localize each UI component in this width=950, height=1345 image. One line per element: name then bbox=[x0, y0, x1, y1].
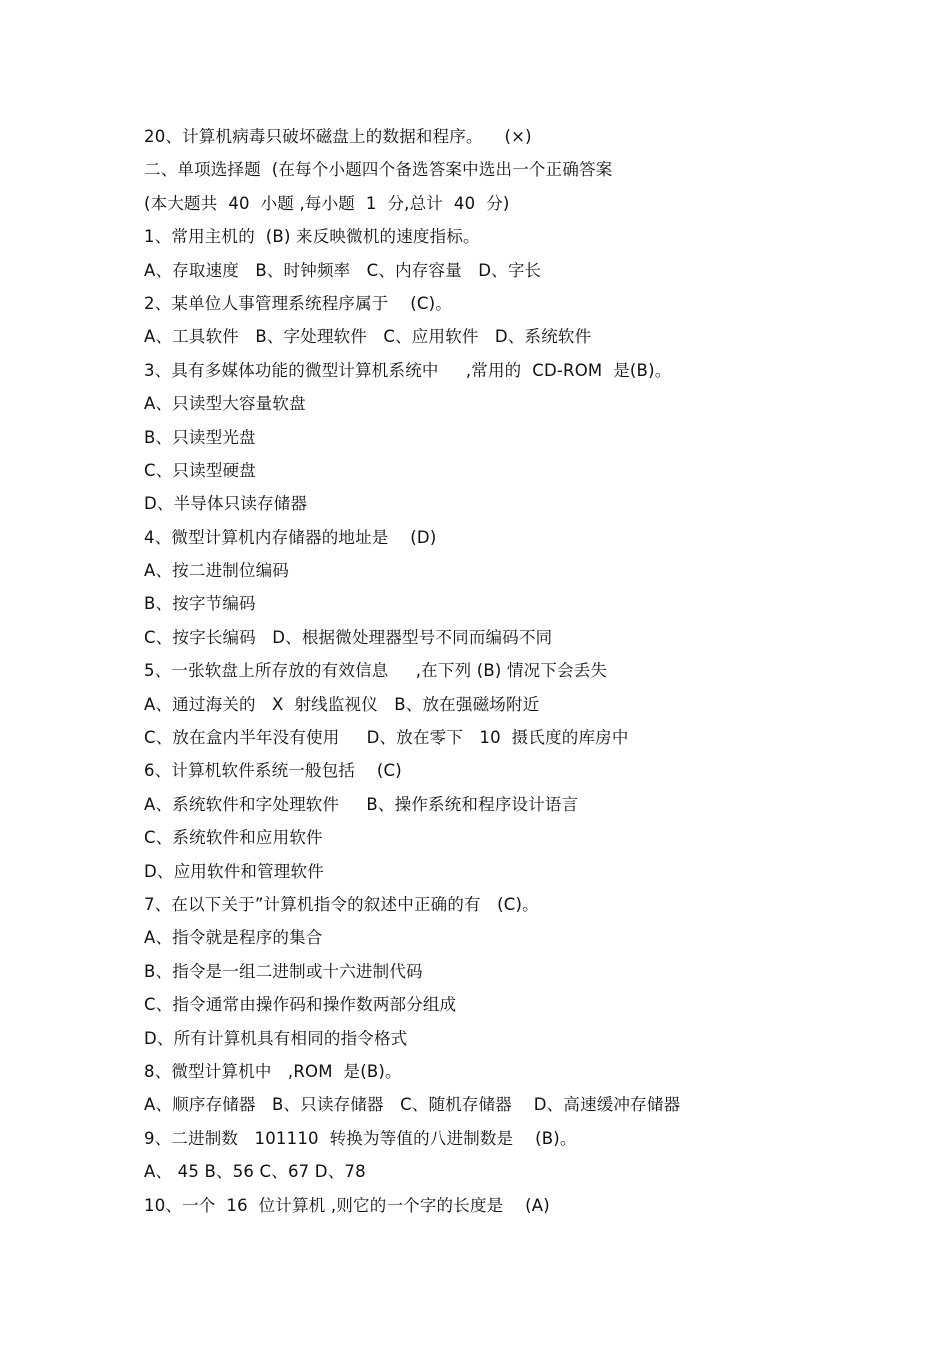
question-1: 1、常用主机的 (B) 来反映微机的速度指标。 bbox=[144, 227, 480, 247]
option-7d: D、所有计算机具有相同的指令格式 bbox=[144, 1028, 408, 1048]
option-4cd: C、按字长编码 D、根据微处理器型号不同而编码不同 bbox=[144, 627, 553, 647]
option-6d: D、应用软件和管理软件 bbox=[144, 861, 324, 881]
options-1: A、存取速度 B、时钟频率 C、内存容量 D、字长 bbox=[144, 260, 542, 280]
options-2: A、工具软件 B、字处理软件 C、应用软件 D、系统软件 bbox=[144, 327, 592, 347]
question-5: 5、一张软盘上所存放的有效信息 ,在下列 (B) 情况下会丢失 bbox=[144, 661, 608, 681]
question-9: 9、二进制数 101110 转换为等值的八进制数是 (B)。 bbox=[144, 1128, 577, 1148]
option-5cd: C、放在盒内半年没有使用 D、放在零下 10 摄氏度的库房中 bbox=[144, 728, 629, 748]
option-4b: B、按字节编码 bbox=[144, 594, 256, 614]
question-8: 8、微型计算机中 ,ROM 是(B)。 bbox=[144, 1061, 402, 1081]
question-6: 6、计算机软件系统一般包括 (C) bbox=[144, 761, 402, 781]
option-3d: D、半导体只读存储器 bbox=[144, 494, 308, 514]
option-7a: A、指令就是程序的集合 bbox=[144, 928, 323, 948]
option-3c: C、只读型硬盘 bbox=[144, 460, 256, 480]
option-6c: C、系统软件和应用软件 bbox=[144, 828, 323, 848]
options-8: A、顺序存储器 B、只读存储器 C、随机存储器 D、高速缓冲存储器 bbox=[144, 1095, 681, 1115]
section-heading: 二、单项选择题 (在每个小题四个备选答案中选出一个正确答案 bbox=[144, 160, 613, 180]
question-2: 2、某单位人事管理系统程序属于 (C)。 bbox=[144, 293, 452, 313]
section-note: (本大题共 40 小题 ,每小题 1 分,总计 40 分) bbox=[144, 193, 510, 213]
option-5ab: A、通过海关的 X 射线监视仪 B、放在强磁场附近 bbox=[144, 694, 540, 714]
question-lines bbox=[144, 122, 884, 1224]
text-line: 20、计算机病毒只破坏磁盘上的数据和程序。 (×) bbox=[144, 127, 532, 146]
question-10: 10、一个 16 位计算机 ,则它的一个字的长度是 (A) bbox=[144, 1195, 550, 1215]
option-3b: B、只读型光盘 bbox=[144, 427, 256, 447]
question-4: 4、微型计算机内存储器的地址是 (D) bbox=[144, 527, 437, 547]
option-4a: A、按二进制位编码 bbox=[144, 561, 290, 581]
question-7: 7、在以下关于”计算机指令的叙述中正确的有 (C)。 bbox=[144, 894, 539, 914]
option-7b: B、指令是一组二进制或十六进制代码 bbox=[144, 961, 423, 981]
option-7c: C、指令通常由操作码和操作数两部分组成 bbox=[144, 995, 457, 1015]
option-3a: A、只读型大容量软盘 bbox=[144, 394, 306, 414]
options-9: A、 45 B、56 C、67 D、78 bbox=[144, 1162, 366, 1182]
option-6ab: A、系统软件和字处理软件 B、操作系统和程序设计语言 bbox=[144, 794, 579, 814]
question-3: 3、具有多媒体功能的微型计算机系统中 ,常用的 CD-ROM 是(B)。 bbox=[144, 360, 672, 380]
